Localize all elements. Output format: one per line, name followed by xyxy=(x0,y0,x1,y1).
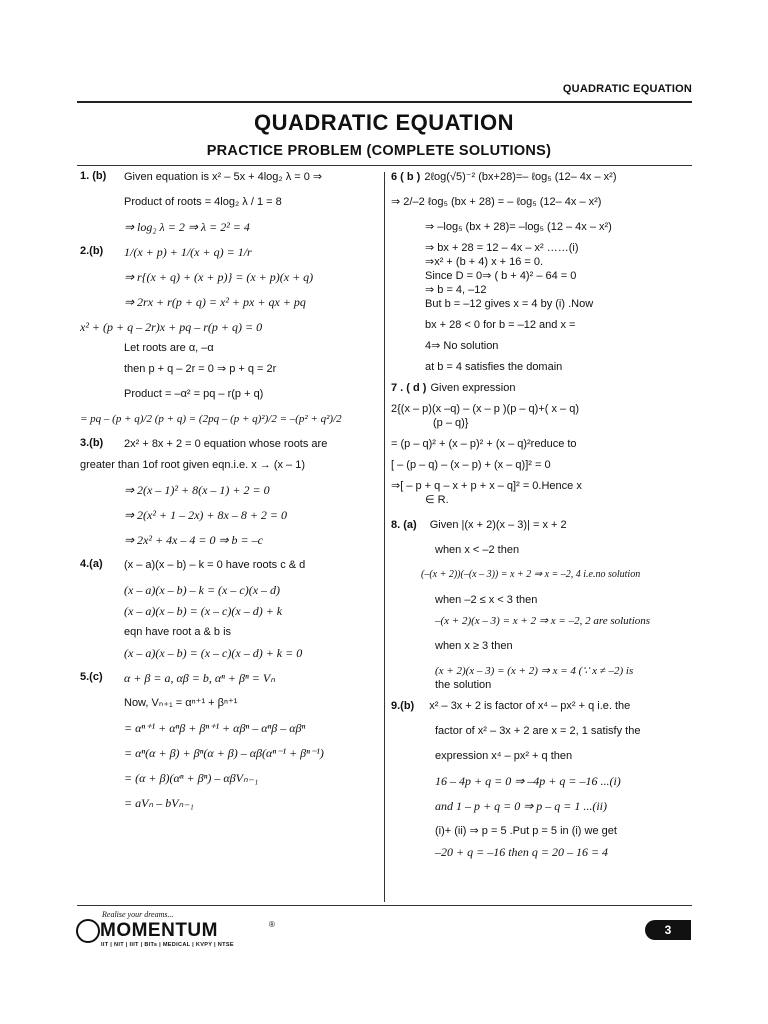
header-rule xyxy=(77,101,692,103)
logo-brand: MOMENTUM xyxy=(100,920,218,941)
solution-line: x² – 3x + 2 is factor of x⁴ – px² + q i.e. the xyxy=(429,700,631,712)
solution-line: ⇒ bx + 28 = 12 – 4x – x² ……(i) xyxy=(425,242,579,254)
solution-6 xyxy=(391,170,689,374)
solution-line: (–(x + 2))(–(x – 3)) = x + 2 ⇒ x = –2, 4 i.e.no solution xyxy=(421,569,641,580)
solution-line: 1/(x + p) + 1/(x + q) = 1/r xyxy=(124,245,252,259)
solution-line: 16 – 4p + q = 0 ⇒ –4p + q = –16 ...(i) xyxy=(435,774,621,788)
solution-line: ∈ R. xyxy=(425,494,449,506)
page-subtitle: PRACTICE PROBLEM (COMPLETE SOLUTIONS) xyxy=(206,143,552,159)
solution-line: Product = –α² = pq – r(p + q) xyxy=(124,388,264,400)
solution-line: ⇒ log₂ λ = 2 ⇒ λ = 2² = 4 xyxy=(124,220,250,234)
solution-line: = αⁿ(α + β) + βⁿ(α + β) – αβ(αⁿ⁻¹ + βⁿ⁻¹) xyxy=(124,746,324,760)
solution-line: Let roots are α, –α xyxy=(124,342,214,354)
solution-line: the solution xyxy=(435,679,492,691)
solution-line: –(x + 2)(x – 3) = x + 2 ⇒ x = –2, 2 are solutions xyxy=(435,615,651,627)
solution-line: [ – (p – q) – (x – p) + (x – q)]² = 0 xyxy=(391,459,551,471)
solution-line: Given expression xyxy=(430,382,516,394)
solution-line: (x – a)(x – b) – k = (x – c)(x – d) xyxy=(124,583,281,597)
problem-number: 8. (a) xyxy=(391,519,417,531)
solution-line: Since D = 0⇒ ( b + 4)² – 64 = 0 xyxy=(425,270,577,282)
column-divider xyxy=(384,172,385,902)
problem-number: 7 . ( d ) xyxy=(391,382,427,394)
solution-line: ⇒ 2rx + r(p + q) = x² + px + qx + pq xyxy=(124,295,306,309)
problem-number: 9.(b) xyxy=(391,700,415,712)
solution-3 xyxy=(80,437,378,547)
solution-7 xyxy=(391,381,689,507)
left-column xyxy=(80,170,378,810)
solution-line: = (p – q)² + (x – p)² + (x – q)²reduce to xyxy=(391,438,577,450)
solution-5 xyxy=(80,671,378,810)
logo-courses: IIT | NIT | IIIT | BITs | MEDICAL | KVPY | NTSE xyxy=(101,942,234,948)
momentum-logo xyxy=(76,910,276,950)
solution-line: (p – q)} xyxy=(433,417,469,429)
solution-line: ⇒ r{(x + q) + (x + p)} = (x + p)(x + q) xyxy=(124,270,314,284)
solution-2 xyxy=(80,245,378,426)
running-header: QUADRATIC EQUATION xyxy=(562,83,692,95)
solution-line: 4⇒ No solution xyxy=(425,340,499,352)
problem-number: 2.(b) xyxy=(80,245,104,257)
solution-line: ⇒ 2/–2 ℓog₅ (bx + 28) = – ℓog₅ (12– 4x – x²) xyxy=(391,196,602,208)
solution-line: = pq – (p + q)/2 (p + q) = (2pq – (p + q)²)/2 = –(p² + q²)/2 xyxy=(80,413,342,425)
solution-line: then p + q – 2r = 0 ⇒ p + q = 2r xyxy=(124,363,277,375)
page-title: QUADRATIC EQUATION xyxy=(254,110,514,135)
solution-line: greater than 1of root given eqn.i.e. x → (x – 1) xyxy=(80,459,306,471)
solution-8 xyxy=(391,518,689,692)
solution-line: ⇒ b = 4, –12 xyxy=(425,284,487,296)
solution-line: ⇒ 2x² + 4x – 4 = 0 ⇒ b = –c xyxy=(124,533,263,547)
solution-line: (x – a)(x – b) – k = 0 have roots c & d xyxy=(124,559,306,571)
solution-line: ⇒ 2(x² + 1 – 2x) + 8x – 8 + 2 = 0 xyxy=(124,508,288,522)
solution-line: = (α + β)(αⁿ + βⁿ) – αβVₙ₋₁ xyxy=(124,771,259,785)
footer-rule xyxy=(77,905,692,906)
solution-line: at b = 4 satisfies the domain xyxy=(425,361,563,373)
solution-line: when x ≥ 3 then xyxy=(435,640,513,652)
solution-line: Given equation is x² – 5x + 4log₂ λ = 0 ⇒ xyxy=(124,171,323,183)
right-column xyxy=(391,170,689,859)
solution-line: when –2 ≤ x < 3 then xyxy=(435,594,538,606)
solution-4 xyxy=(80,558,378,660)
solution-line: (x – a)(x – b) = (x – c)(x – d) + k xyxy=(124,604,283,618)
solution-line: (x + 2)(x – 3) = (x + 2) ⇒ x = 4 (∵ x ≠ –2) is xyxy=(435,665,634,677)
solution-line: and 1 – p + q = 0 ⇒ p – q = 1 ...(ii) xyxy=(435,799,608,813)
logo-tagline: Realise your dreams... xyxy=(102,910,174,919)
problem-number: 6 ( b ) xyxy=(391,171,421,183)
solution-1 xyxy=(80,170,378,234)
solution-line: ⇒ 2(x – 1)² + 8(x – 1) + 2 = 0 xyxy=(124,483,270,497)
problem-number: 3.(b) xyxy=(80,437,104,449)
solution-line: x² + (p + q – 2r)x + pq – r(p + q) = 0 xyxy=(80,320,263,334)
logo-emblem-icon xyxy=(76,919,100,943)
solution-line: 2ℓog(√5)⁻² (bx+28)=– ℓog₅ (12– 4x – x²) xyxy=(424,171,617,183)
solution-line: expression x⁴ – px² + q then xyxy=(435,750,573,762)
solution-line: 2{(x – p)(x –q) – (x – p )(p – q)+( x – q) xyxy=(391,403,579,415)
solution-line: ⇒x² + (b + 4) x + 16 = 0. xyxy=(425,256,544,268)
solution-line: ⇒[ – p + q – x + p + x – q]² = 0.Hence x xyxy=(391,480,582,492)
solution-line: bx + 28 < 0 for b = –12 and x = xyxy=(425,319,576,331)
solution-line: Given |(x + 2)(x – 3)| = x + 2 xyxy=(429,519,567,531)
problem-number: 4.(a) xyxy=(80,558,103,570)
solution-line: (x – a)(x – b) = (x – c)(x – d) + k = 0 xyxy=(124,646,303,660)
solution-line: Now, Vₙ₊₁ = αⁿ⁺¹ + βⁿ⁺¹ xyxy=(124,697,238,709)
solution-line: when x < –2 then xyxy=(435,544,520,556)
subtitle-rule xyxy=(77,165,692,166)
solution-line: eqn have root a & b is xyxy=(124,626,232,638)
solution-line: = aVₙ – bVₙ₋₁ xyxy=(124,796,194,810)
solution-line: 2x² + 8x + 2 = 0 equation whose roots are xyxy=(124,438,328,450)
solution-line: α + β = a, αβ = b, αⁿ + βⁿ = Vₙ xyxy=(124,671,275,685)
problem-number: 1. (b) xyxy=(80,170,107,182)
solution-line: ⇒ –log₅ (bx + 28)= –log₅ (12 – 4x – x²) xyxy=(425,221,612,233)
solution-line: But b = –12 gives x = 4 by (i) .Now xyxy=(425,298,594,310)
solution-line: = αⁿ⁺¹ + αⁿβ + βⁿ⁺¹ + αβⁿ – αⁿβ – αβⁿ xyxy=(124,721,306,735)
registered-mark: ® xyxy=(269,920,275,929)
problem-number: 5.(c) xyxy=(80,671,103,683)
solution-line: –20 + q = –16 then q = 20 – 16 = 4 xyxy=(435,845,609,859)
solution-line: factor of x² – 3x + 2 are x = 2, 1 satisfy the xyxy=(435,725,641,737)
page-number: 3 xyxy=(645,920,691,940)
solution-line: (i)+ (ii) ⇒ p = 5 .Put p = 5 in (i) we get xyxy=(435,825,617,837)
solution-line: Product of roots = 4log₂ λ / 1 = 8 xyxy=(124,196,282,208)
solution-9 xyxy=(391,699,689,859)
